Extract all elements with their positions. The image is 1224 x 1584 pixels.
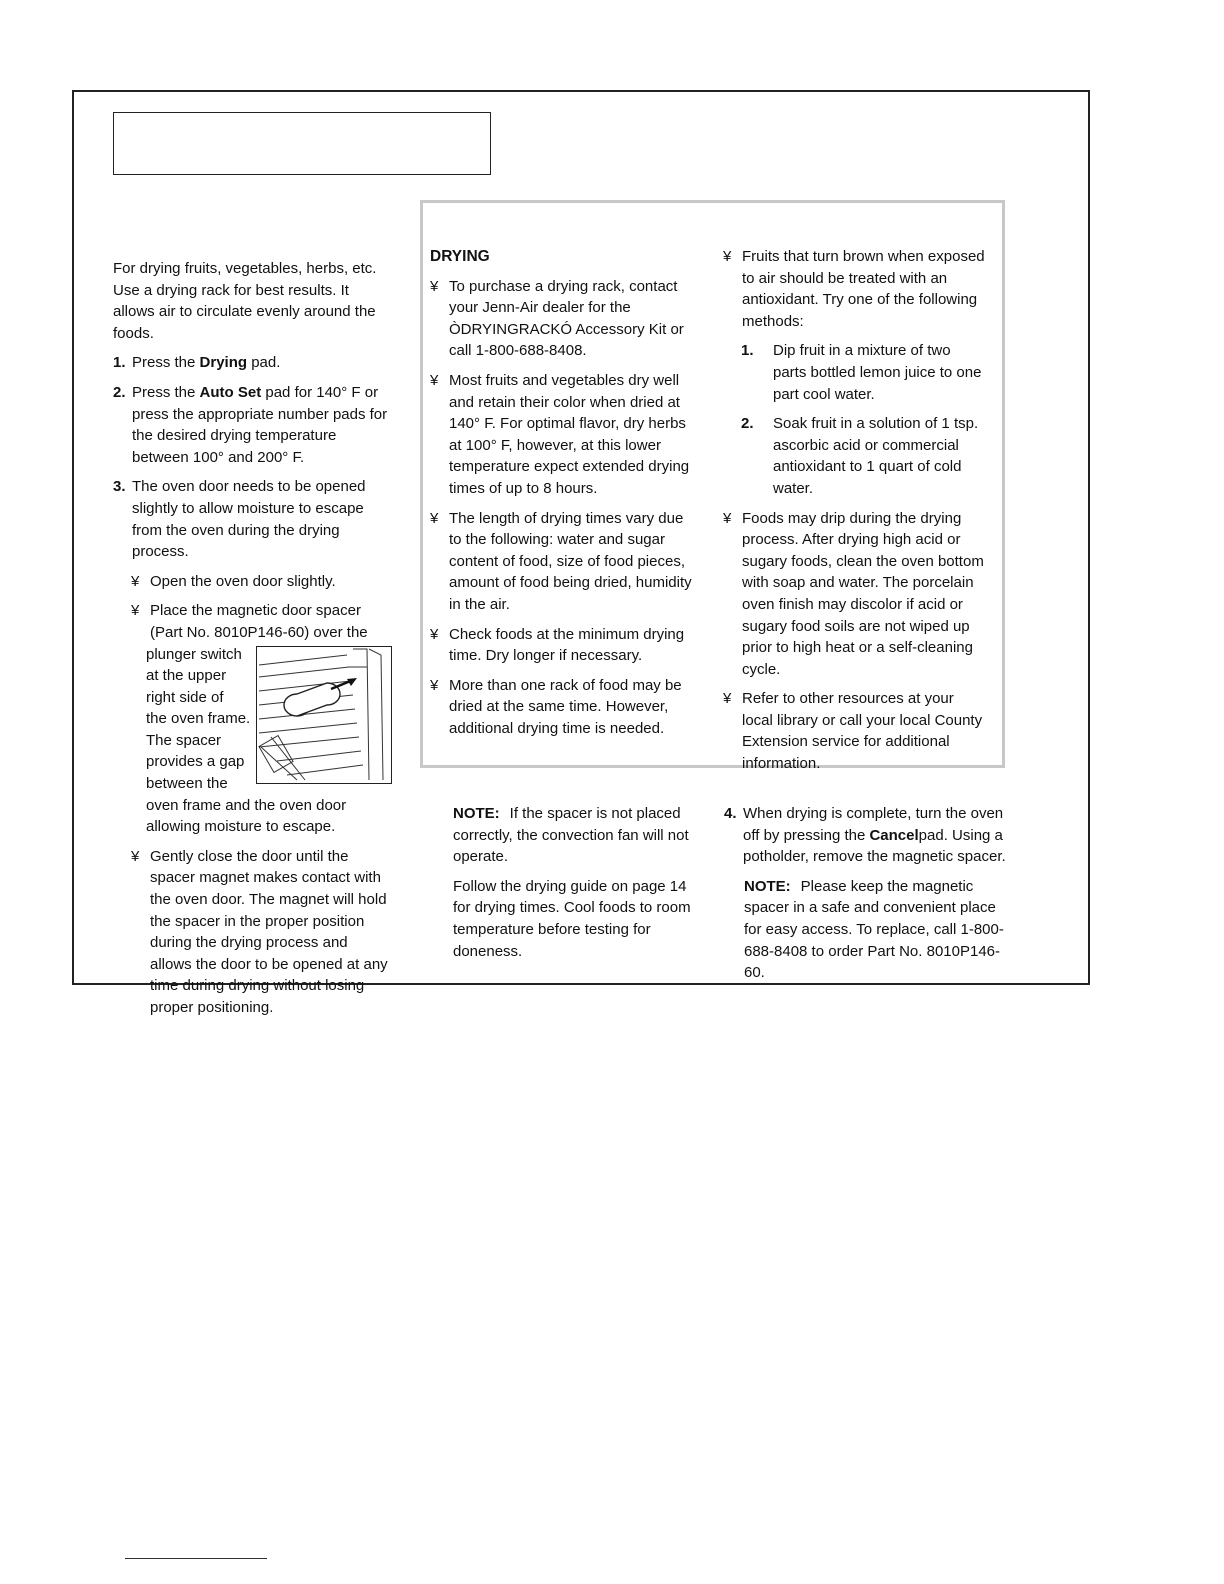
step-1: 1. Press the Drying pad. [113, 354, 281, 372]
method-2: 2. Soak fruit in a solution of 1 tsp. ascorbic acid or commercial antioxidant to 1 quart of cold water. [741, 415, 979, 497]
title-box [113, 112, 491, 175]
figure-wrap [146, 644, 393, 795]
drip-bullet: ¥ Foods may drip during the drying process. After drying high acid or sugary foods, clean the oven bottom with soap and water. The porcelain oven finish may discolor if acid or sugary food soils are not wiped up prior to high heat or a self-cleaning cycle. [723, 509, 984, 678]
method-1: 1. Dip fruit in a mixture of two parts bottled lemon juice to one part cool water. [741, 342, 982, 403]
step-4-column [724, 803, 1006, 992]
step-4: 4. When drying is complete, turn the oven off by pressing the Cancelpad. Using a potholder, remove the magnetic spacer. [724, 805, 1006, 866]
drying-box-left-column [430, 246, 692, 747]
spacer-illustration [256, 646, 392, 784]
note-keep-spacer: NOTE: Please keep the magnetic spacer in a safe and convenient place for easy access. To replace, call 1-800-688-8408 to order Part No. 8010P146-60. [744, 877, 1004, 982]
antioxidant-bullet: ¥ Fruits that turn brown when exposed to air should be treated with an antioxidant. Try one of the following methods: [723, 248, 985, 330]
drying-bullet-3: ¥ The length of drying times vary due to the following: water and sugar content of food, size of food pieces, amount of food being dried, humidity in the air. [430, 509, 692, 613]
note-spacer: NOTE: If the spacer is not placed correctly, the convection fan will not operate. [453, 805, 689, 866]
resources-bullet: ¥ Refer to other resources at your local library or call your local County Extension service for additional information. [723, 690, 983, 773]
step-3-bullet-open-door: ¥ Open the oven door slightly. [131, 572, 336, 590]
drying-bullet-4: ¥ Check foods at the minimum drying time. Dry longer if necessary. [430, 625, 685, 665]
drying-box-right-column [723, 246, 988, 783]
drying-bullet-1: ¥ To purchase a drying rack, contact your Jenn-Air dealer for the ÒDRYINGRACKÓ Accessory Kit or call 1-800-688-8408. [430, 277, 684, 360]
step-2: 2. Press the Auto Set pad for 140° F or press the appropriate number pads for the desired drying temperature between 100° and 200° F. [113, 383, 388, 466]
step-3: 3. The oven door needs to be opened slightly to allow moisture to escape from the oven during the drying process. [113, 478, 366, 561]
cancel-pad-label: Cancel [869, 826, 919, 844]
intro-paragraph: For drying fruits, vegetables, herbs, etc. Use a drying rack for best results. It allows air to circulate evenly around the foods. [113, 260, 377, 342]
drying-bullet-2: ¥ Most fruits and vegetables dry well and retain their color when dried at 140° F. For optimal flavor, dry herbs at 100° F, however, at this lower temperature expect extended drying times of up to 8 hours. [430, 371, 690, 497]
spacer-text-rest: oven frame and the oven door allowing moisture to escape. [146, 796, 347, 836]
step-3-bullet-close-door: ¥ Gently close the door until the spacer magnet makes contact with the oven door. The magnet will hold the spacer in the proper position during the drying process and allows the door to be opened at any time during drying without losing proper positioning. [131, 847, 388, 1016]
spacer-text-lines: plunger switch at the upper right side of the oven frame. The spacer provides a gap between the [146, 645, 251, 793]
drying-bullet-5: ¥ More than one rack of food may be dried at the same time. However, additional drying time is needed. [430, 676, 682, 737]
notes-column [453, 803, 703, 970]
auto-set-pad-label: Auto Set [199, 383, 262, 401]
drying-pad-label: Drying [199, 354, 248, 372]
drying-heading: DRYING [430, 248, 490, 265]
step-3-bullet-place-spacer: ¥ Place the magnetic door spacer (Part No. 8010P146-60) over the [131, 602, 368, 641]
instructions-column [113, 258, 393, 1027]
footer-rule [125, 1558, 267, 1559]
follow-guide-text: Follow the drying guide on page 14 for drying times. Cool foods to room temperature before testing for doneness. [453, 877, 691, 960]
oven-frame-drawing [257, 647, 390, 782]
